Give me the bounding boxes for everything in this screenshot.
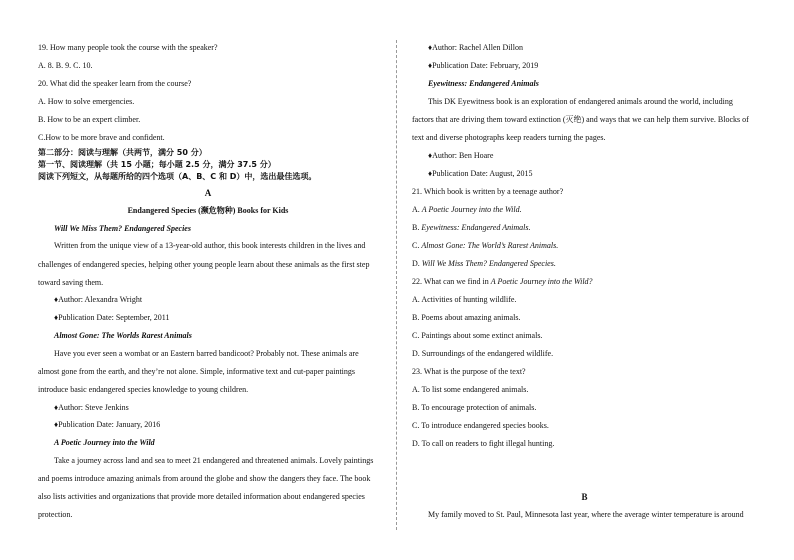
book-1-desc-line-1: Written from the unique view of a 13-year-old author, this book interests children in the lives and bbox=[54, 241, 366, 250]
question-21-option-c bbox=[412, 241, 558, 251]
book-2-desc-line-2: almost gone from the earth, and they’re not alone. Simple, informative text and cut-paper paintings bbox=[38, 367, 356, 376]
book-4-title: Eyewitness: Endangered Animals bbox=[428, 79, 539, 88]
book-4-date: ♦Publication Date: August, 2015 bbox=[428, 169, 533, 178]
option-letter: D. bbox=[412, 259, 422, 268]
part-two-heading: 第二部分：阅读与理解（共两节，满分 50 分） bbox=[38, 148, 207, 157]
question-23: 23. What is the purpose of the text? bbox=[412, 367, 526, 376]
question-text: 22. What can we find in bbox=[412, 277, 491, 286]
question-19: 19. How many people took the course with the speaker? bbox=[38, 43, 218, 52]
option-text: Will We Miss Them? Endangered Species. bbox=[421, 259, 556, 268]
question-21-option-a bbox=[412, 205, 522, 215]
question-22-option-d: D. Surroundings of the endangered wildlife. bbox=[412, 349, 554, 358]
question-21: 21. Which book is written by a teenage author? bbox=[412, 187, 564, 196]
book-2-author: ♦Author: Steve Jenkins bbox=[54, 403, 129, 412]
option-letter: B. bbox=[412, 223, 422, 232]
book-4-desc-line-3: text and diverse photographs keep readers turning the pages. bbox=[412, 133, 606, 142]
book-3-desc-line-3: also lists activities and organizations that provide more detailed information about endangered species bbox=[38, 492, 365, 501]
book-2-desc-line-1: Have you ever seen a wombat or an Eastern barred bandicoot? Probably not. These animals are bbox=[54, 349, 359, 358]
book-2-desc-line-3: introduce basic endangered species knowledge to young children. bbox=[38, 385, 249, 394]
question-21-option-d bbox=[412, 259, 556, 269]
option-text: A Poetic Journey into the Wild. bbox=[421, 205, 522, 214]
book-3-desc-line-2: and poems introduce amazing animals from around the globe and show the dangers they face. The book bbox=[38, 474, 371, 483]
book-1-date: ♦Publication Date: September, 2011 bbox=[54, 313, 170, 322]
reading-instructions: 阅读下列短文，从每题所给的四个选项（A、B、C 和 D）中，选出最佳选项。 bbox=[38, 172, 317, 181]
question-22-option-a: A. Activities of hunting wildlife. bbox=[412, 295, 517, 304]
book-1-desc-line-2: challenges of endangered species, helping other young people learn about these animals as the first step bbox=[38, 260, 370, 269]
book-1-desc-line-3: toward saving them. bbox=[38, 278, 104, 287]
book-3-desc-line-4: protection. bbox=[38, 510, 73, 519]
column-divider bbox=[396, 40, 397, 530]
book-3-date: ♦Publication Date: February, 2019 bbox=[428, 61, 539, 70]
book-1-author: ♦Author: Alexandra Wright bbox=[54, 295, 143, 304]
question-20-option-a: A. How to solve emergencies. bbox=[38, 97, 135, 106]
section-one-heading: 第一节、阅读理解（共 15 小题；每小题 2.5 分，满分 37.5 分） bbox=[38, 160, 276, 169]
passage-a-label: A bbox=[204, 188, 212, 198]
question-21-option-b bbox=[412, 223, 530, 233]
question-22-option-b: B. Poems about amazing animals. bbox=[412, 313, 521, 322]
option-text: Almost Gone: The World’s Rarest Animals. bbox=[421, 241, 559, 250]
option-letter: C. bbox=[412, 241, 422, 250]
question-20: 20. What did the speaker learn from the course? bbox=[38, 79, 192, 88]
book-4-desc-line-1: This DK Eyewitness book is an exploration of endangered animals around the world, including bbox=[428, 97, 733, 106]
passage-a-title: Endangered Species (濒危物种) Books for Kids bbox=[127, 206, 289, 215]
option-text: Eyewitness: Endangered Animals. bbox=[421, 223, 531, 232]
question-20-option-b: B. How to be an expert climber. bbox=[38, 115, 141, 124]
book-3-author: ♦Author: Rachel Allen Dillon bbox=[428, 43, 523, 52]
question-22 bbox=[412, 277, 593, 287]
book-2-title: Almost Gone: The Worlds Rarest Animals bbox=[54, 331, 192, 340]
book-3-desc-line-1: Take a journey across land and sea to meet 21 endangered and threatened animals. Lovely paintings bbox=[54, 456, 374, 465]
question-22-option-c: C. Paintings about some extinct animals. bbox=[412, 331, 543, 340]
book-4-desc-line-2: factors that are driving them toward extinction (灭绝) and ways that we can help them survive. Blocks of bbox=[412, 115, 749, 124]
option-letter: A. bbox=[412, 205, 422, 214]
book-1-title: Will We Miss Them? Endangered Species bbox=[54, 224, 191, 233]
passage-b-label: B bbox=[581, 492, 588, 502]
passage-b-line-1: My family moved to St. Paul, Minnesota last year, where the average winter temperature is around bbox=[428, 510, 744, 519]
question-20-option-c: C.How to be more brave and confident. bbox=[38, 133, 165, 142]
book-2-date: ♦Publication Date: January, 2016 bbox=[54, 420, 161, 429]
book-3-title: A Poetic Journey into the Wild bbox=[54, 438, 155, 447]
question-19-options: A. 8. B. 9. C. 10. bbox=[38, 61, 93, 70]
question-23-option-a: A. To list some endangered animals. bbox=[412, 385, 529, 394]
question-book-title: A Poetic Journey into the Wild? bbox=[490, 277, 593, 286]
question-23-option-d: D. To call on readers to fight illegal hunting. bbox=[412, 439, 555, 448]
question-23-option-b: B. To encourage protection of animals. bbox=[412, 403, 537, 412]
book-4-author: ♦Author: Ben Hoare bbox=[428, 151, 494, 160]
question-23-option-c: C. To introduce endangered species books. bbox=[412, 421, 549, 430]
